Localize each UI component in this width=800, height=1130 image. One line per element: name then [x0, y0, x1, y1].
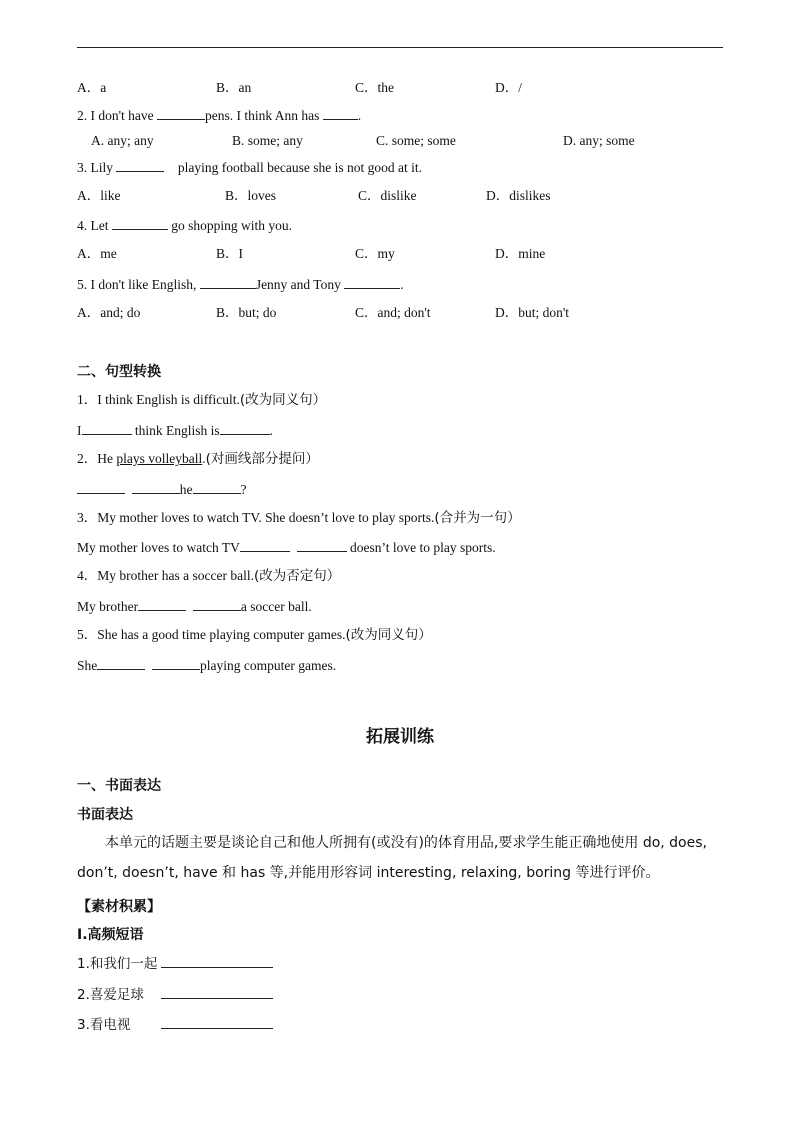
sentence-2	[77, 450, 319, 468]
s3-text: 3．My mother loves to watch TV. She doesn’t love to play sports.	[77, 510, 435, 525]
phrase-3-label: 3.看电视	[77, 1017, 131, 1033]
q4-option-b: B．I	[216, 246, 243, 261]
s3-answer-b: doesn’t love to play sports.	[346, 540, 496, 555]
s5-blank-2[interactable]	[152, 656, 200, 670]
q4-text-b: go shopping with you.	[167, 218, 293, 233]
q4-option-d: D．mine	[495, 246, 546, 261]
s5-text: 5．She has a good time playing computer games.	[77, 627, 346, 642]
q3-text-a: 3. Lily	[77, 160, 117, 175]
q5-text-a: 5. I don't like English,	[77, 277, 200, 292]
phrases-title: I.高频短语	[77, 927, 144, 943]
s4-answer-a: My brother	[77, 599, 139, 614]
q5-option-a: A．and; do	[77, 305, 141, 320]
q3-option-b: B．loves	[225, 188, 277, 203]
phrase-2-blank[interactable]	[161, 985, 273, 999]
s2-note: (对画线部分提问）	[205, 451, 319, 467]
q4-option-a: A．me	[77, 246, 117, 261]
q2-blank-1[interactable]	[157, 106, 205, 120]
q2-text-a: I don't have	[90, 108, 158, 123]
q2-option-b: B. some; any	[232, 133, 303, 148]
phrase-item-3	[77, 1015, 273, 1034]
header-rule	[77, 47, 723, 48]
q1-option-d: D．/	[495, 80, 522, 95]
s1-answer-a: I	[77, 423, 82, 438]
q2-option-c: C. some; some	[376, 133, 456, 148]
q5-text-c: .	[400, 277, 404, 292]
q2-number: 2.	[77, 108, 91, 123]
s2-text-a: 2．He	[77, 451, 117, 466]
s5-answer-a: She	[77, 658, 98, 673]
s2-answer-end: ?	[240, 482, 247, 497]
section-2-title: 二、句型转换	[77, 364, 161, 380]
s2-blank-3[interactable]	[193, 480, 241, 494]
s2-underlined-part: plays volleyball	[116, 451, 203, 466]
phrase-1-label: 1.和我们一起	[77, 956, 158, 972]
q2-text-b: pens. I think Ann has	[205, 108, 323, 123]
q2-blank-2[interactable]	[323, 106, 358, 120]
q4-text-a: 4. Let	[77, 218, 112, 233]
sentence-4-answer	[77, 597, 312, 616]
s2-text-b: .	[202, 451, 206, 466]
question-5	[77, 275, 404, 294]
q3-blank[interactable]	[116, 158, 164, 172]
writing-subtitle: 书面表达	[77, 807, 133, 823]
s3-answer-a: My mother loves to watch TV	[77, 540, 240, 555]
s2-blank-1[interactable]	[77, 480, 125, 494]
q1-option-c: C．the	[355, 80, 394, 95]
phrase-item-2	[77, 985, 273, 1004]
s1-answer-b: think English is	[131, 423, 220, 438]
s4-blank-2[interactable]	[193, 597, 241, 611]
s5-answer-b: playing computer games.	[200, 658, 337, 673]
s1-text: 1．I think English is difficult.	[77, 392, 240, 407]
s1-blank-2[interactable]	[220, 421, 270, 435]
s4-note: (改为否定句）	[253, 568, 341, 584]
s5-note: (改为同义句）	[345, 627, 432, 643]
question-4	[77, 216, 292, 235]
s2-answer-he: he	[179, 482, 193, 497]
s2-blank-2[interactable]	[132, 480, 180, 494]
q4-blank[interactable]	[112, 216, 168, 230]
q1-option-a: A．a	[77, 80, 107, 95]
expand-title: 拓展训练	[366, 727, 434, 747]
q1-option-b: B．an	[216, 80, 252, 95]
writing-section-title: 一、书面表达	[77, 778, 161, 794]
q5-option-b: B．but; do	[216, 305, 277, 320]
q5-option-c: C．and; don't	[355, 305, 431, 320]
q3-option-a: A．like	[77, 188, 121, 203]
q5-blank-1[interactable]	[200, 275, 256, 289]
question-2	[77, 106, 361, 125]
q5-option-d: D．but; don't	[495, 305, 570, 320]
s3-note: (合并为一句）	[434, 510, 521, 526]
s4-answer-b: a soccer ball.	[240, 599, 312, 614]
s3-blank-1[interactable]	[240, 538, 290, 552]
phrase-item-1	[77, 954, 273, 973]
q3-option-d: D．dislikes	[486, 188, 551, 203]
sentence-4	[77, 567, 340, 585]
writing-instructions: 本单元的话题主要是谈论自己和他人所拥有(或没有)的体育用品,要求学生能正确地使用 do, does, don’t, doesn’t, have 和 has 等,并能用形容词 interesting, relaxing, boring 等进行评价。	[77, 835, 707, 881]
question-3	[77, 158, 422, 177]
q5-text-b: Jenny and Tony	[255, 277, 345, 292]
q5-blank-2[interactable]	[344, 275, 400, 289]
s5-blank-1[interactable]	[97, 656, 145, 670]
sentence-1-answer	[77, 421, 273, 440]
sentence-2-answer	[77, 480, 247, 499]
q2-option-a: A. any; any	[91, 133, 154, 148]
q3-option-c: C．dislike	[358, 188, 417, 203]
q3-text-b: playing football because she is not good at it.	[177, 160, 422, 175]
s1-blank-1[interactable]	[82, 421, 132, 435]
material-title: 【素材积累】	[77, 899, 161, 915]
phrase-1-blank[interactable]	[161, 954, 273, 968]
q2-option-d: D. any; some	[563, 133, 635, 148]
sentence-5-answer	[77, 656, 336, 675]
s1-answer-c: .	[269, 423, 274, 438]
q4-option-c: C．my	[355, 246, 395, 261]
s4-blank-1[interactable]	[138, 597, 186, 611]
phrase-3-blank[interactable]	[161, 1015, 273, 1029]
sentence-1	[77, 391, 326, 409]
s4-text: 4．My brother has a soccer ball.	[77, 568, 254, 583]
q2-text-c: .	[357, 108, 362, 123]
sentence-3-answer	[77, 538, 496, 557]
phrase-2-label: 2.喜爱足球	[77, 987, 144, 1003]
s1-note: (改为同义句）	[239, 392, 327, 408]
sentence-3	[77, 509, 521, 527]
s3-blank-2[interactable]	[297, 538, 347, 552]
sentence-5	[77, 626, 432, 644]
